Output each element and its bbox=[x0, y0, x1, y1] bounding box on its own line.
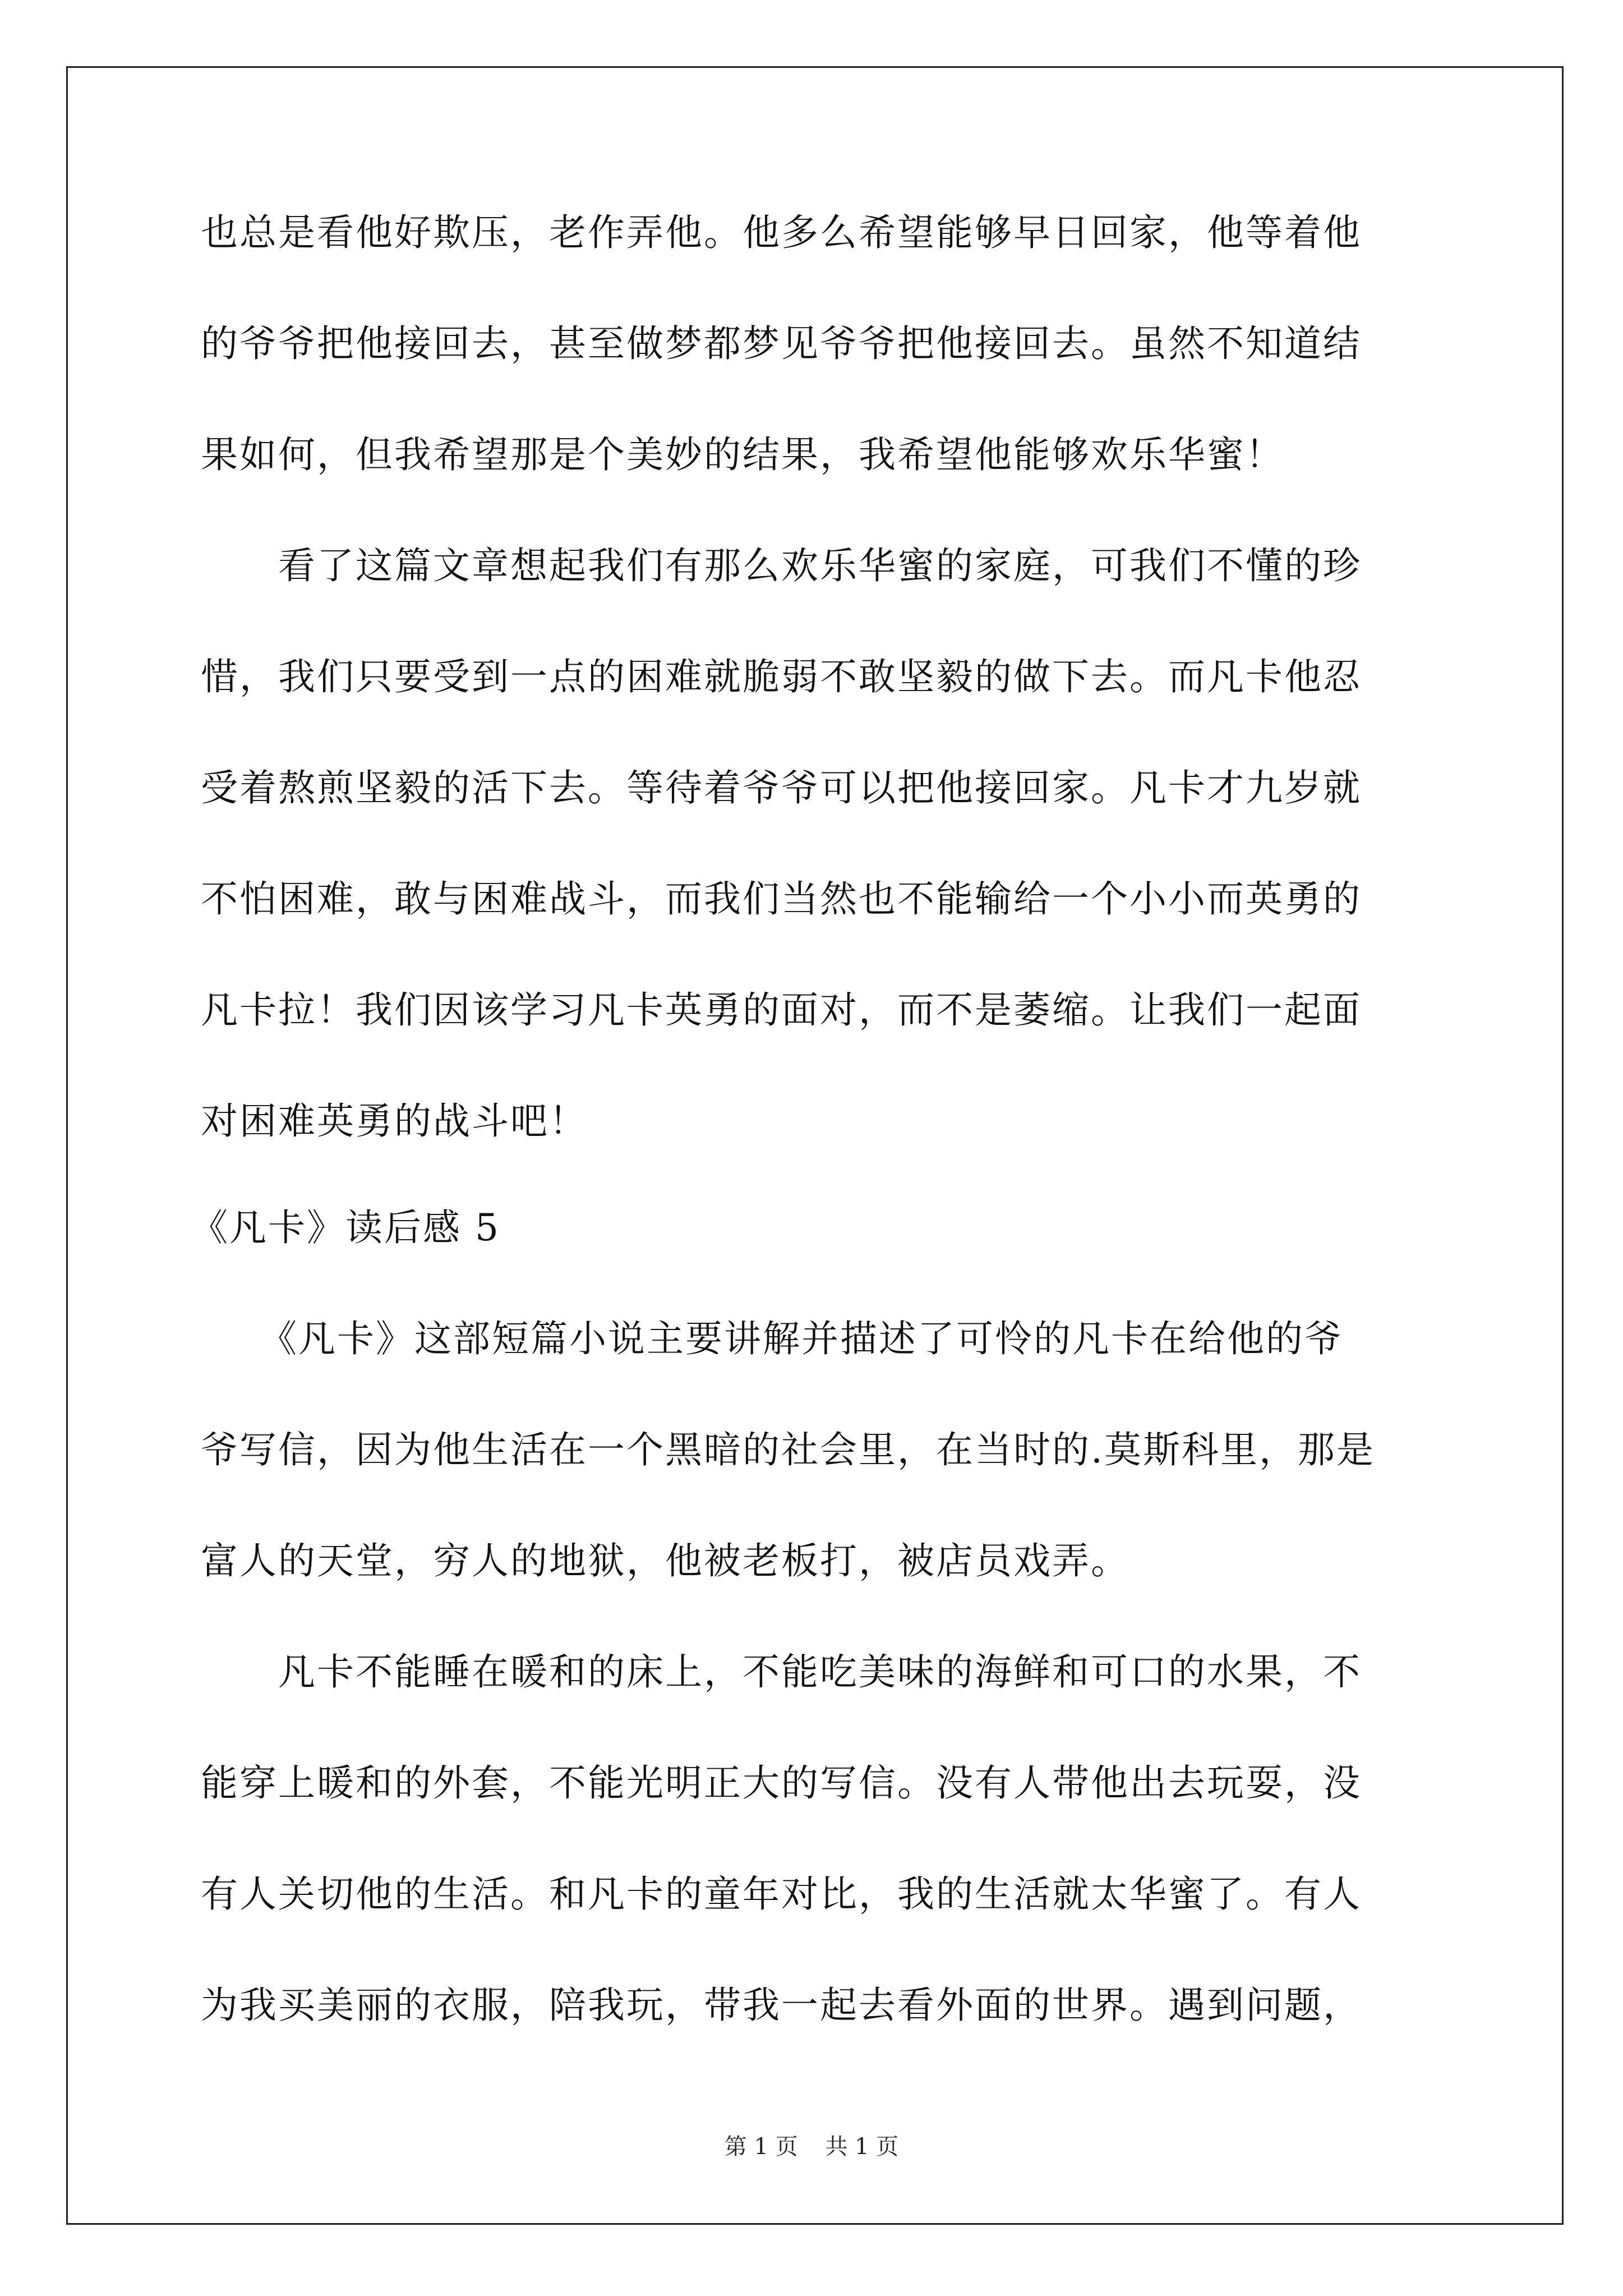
text-line: 看了这篇文章想起我们有那么欢乐华蜜的家庭，可我们不懂的珍 bbox=[201, 544, 1362, 587]
paragraph bbox=[201, 1650, 1435, 2027]
text-line: 不怕困难，敢与困难战斗，而我们当然也不能输给一个小小而英勇的 bbox=[201, 877, 1362, 921]
text-line: 为我买美丽的衣服，陪我玩，带我一起去看外面的世界。遇到问题， bbox=[201, 1984, 1362, 2027]
paragraph bbox=[201, 211, 1435, 476]
paragraph bbox=[201, 1317, 1435, 1582]
heading-text: 《凡卡》读后感 5 bbox=[191, 1206, 500, 1249]
document-body bbox=[191, 211, 1435, 2027]
text-line: 受着熬煎坚毅的活下去。等待着爷爷可以把他接回家。凡卡才九岁就 bbox=[201, 766, 1362, 809]
text-line: 有人关切他的生活。和凡卡的童年对比，我的生活就太华蜜了。有人 bbox=[201, 1872, 1362, 1916]
text-line: 的爷爷把他接回去，甚至做梦都梦见爷爷把他接回去。虽然不知道结 bbox=[201, 322, 1362, 365]
text-line: 凡卡不能睡在暖和的床上，不能吃美味的海鲜和可口的水果，不 bbox=[201, 1650, 1362, 1694]
text-line: 富人的天堂，穷人的地狱，他被老板打，被店员戏弄。 bbox=[201, 1539, 1129, 1582]
page-number: 第 1 页 bbox=[724, 2134, 798, 2160]
text-line: 也总是看他好欺压，老作弄他。他多么希望能够早日回家，他等着他 bbox=[201, 211, 1362, 254]
text-line: 《凡卡》这部短篇小说主要讲解并描述了可怜的凡卡在给他的爷 bbox=[201, 1317, 1343, 1360]
paragraph bbox=[201, 544, 1435, 1143]
page-footer bbox=[0, 2133, 1623, 2160]
page-total: 共 1 页 bbox=[825, 2134, 899, 2160]
section-heading bbox=[191, 1206, 1435, 1249]
text-line: 惜，我们只要受到一点的困难就脆弱不敢坚毅的做下去。而凡卡他忍 bbox=[201, 655, 1362, 698]
text-line: 对困难英勇的战斗吧！ bbox=[201, 1099, 588, 1143]
text-line: 能穿上暖和的外套，不能光明正大的写信。没有人带他出去玩耍，没 bbox=[201, 1761, 1362, 1805]
text-line: 果如何，但我希望那是个美妙的结果，我希望他能够欢乐华蜜！ bbox=[201, 433, 1284, 476]
text-line: 爷写信，因为他生活在一个黑暗的社会里，在当时的.莫斯科里，那是 bbox=[201, 1428, 1375, 1471]
text-line: 凡卡拉！我们因该学习凡卡英勇的面对，而不是萎缩。让我们一起面 bbox=[201, 988, 1362, 1032]
